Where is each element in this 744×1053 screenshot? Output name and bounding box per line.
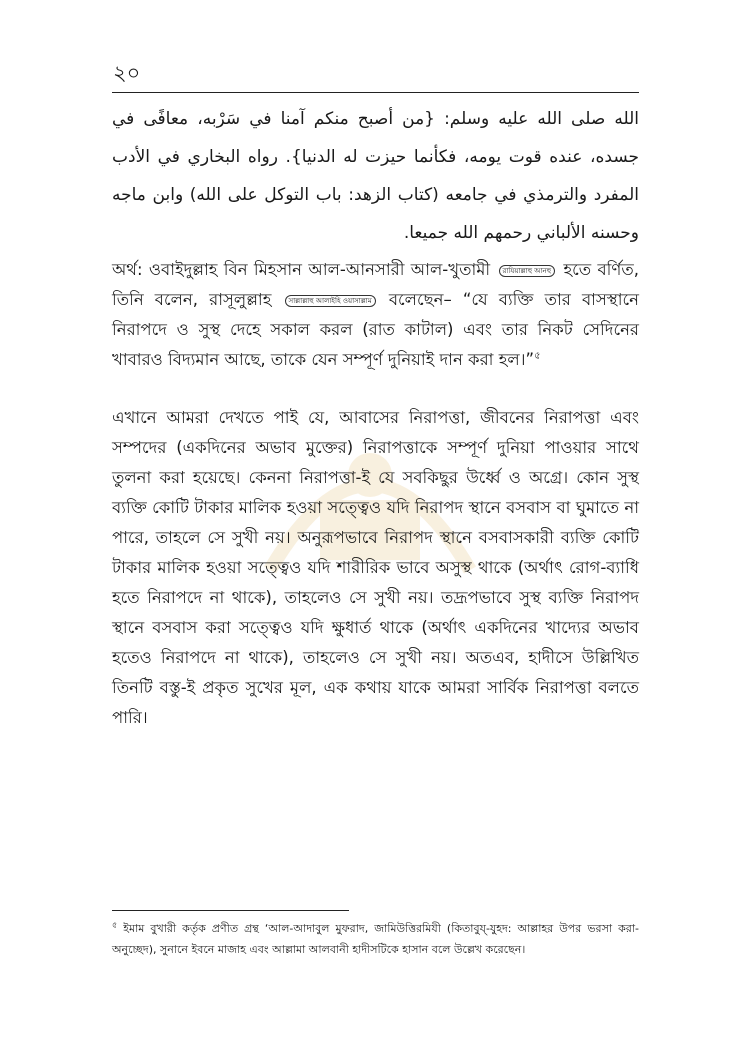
translation-label: অর্থ: — [112, 260, 143, 279]
translation-part-3: বলেছেন– “যে ব্যক্তি তার বাসস্থানে নিরাপদে ও সুস্থ দেহে সকাল করল (রাত কাটাল) এবং তার নিকট সেদিনের খাবারও বিদ্যমান আছে, তাকে যেন সম্পূর্ণ দুনিয়াই দান করা হল।” — [112, 290, 639, 369]
translation-part-1: ওবাইদুল্লাহ বিন মিহসান আল-আনসারী আল-খুতামী — [148, 260, 491, 279]
honorific-companion-icon: রাযিয়াল্লাহু আনহু — [499, 265, 556, 277]
footnote-mark: ৫ — [112, 920, 118, 930]
footnote-text: ইমাম বুখারী কর্তৃক প্রণীত গ্রন্থ ‘আল-আদাবুল মুফরাদ, জামিউত্তিরমিযী (কিতাবুয্-যুহদ: আল্লাহর উপর ভরসা করা- অনুচ্ছেদ), সুনানে ইবনে মাজাহ এবং আল্লামা আলবানী হাদীসটিকে হাসান বলে উল্লেখ করেছেন। — [112, 922, 639, 956]
translation-paragraph — [112, 255, 639, 375]
honorific-prophet-icon: সাল্লাল্লাহু আলাইহি ওয়াসাল্লাম — [285, 295, 376, 307]
header-divider — [112, 92, 639, 93]
footnote-reference[interactable]: ৫ — [534, 350, 541, 362]
arabic-hadith-text: الله صلى الله عليه وسلم: {من أصبح منكم آمنا في سَرْبه، معافًى في جسده، عنده قوت يومه، فكأنما حيزت له الدنيا}. رواه البخاري في الأدب المفرد والترمذي في جامعه (كتاب الزهد: باب التوكل على الله) وابن ماجه وحسنه الألباني رحمهم الله جميعا. — [112, 109, 639, 243]
page-number: ২০ — [113, 61, 141, 85]
footnote-divider — [112, 910, 349, 911]
footnote — [112, 918, 639, 960]
explanation-paragraph: এখানে আমরা দেখতে পাই যে, আবাসের নিরাপত্তা, জীবনের নিরাপত্তা এবং সম্পদের (একদিনের অভাব মুক্তের) নিরাপত্তাকে সম্পূর্ণ দুনিয়া পাওয়ার সাথে তুলনা করা হয়েছে। কেননা নিরাপত্তা-ই যে সবকিছুর উর্ধ্বে ও অগ্রে। কোন সুস্থ ব্যক্তি কোটি টাকার মালিক হওয়া সত্ত্বেও যদি নিরাপদ স্থানে বসবাস বা ঘুমাতে না পারে, তাহলে সে সুখী নয়। অনুরূপভাবে নিরাপদ স্থানে বসবাসকারী ব্যক্তি কোটি টাকার মালিক হওয়া সত্ত্বেও যদি শারীরিক ভাবে অসুস্থ থাকে (অর্থাৎ রোগ-ব্যাধি হতে নিরাপদে না থাকে), তাহলেও সে সুখী নয়। তদ্রূপভাবে সুস্থ ব্যক্তি নিরাপদ স্থানে বসবাস করা সত্ত্বেও যদি ক্ষুধার্ত থাকে (অর্থাৎ একদিনের খাদ্যের অভাব হতেও নিরাপদে না থাকে), তাহলেও সে সুখী নয়। অতএব, হাদীসে উল্লিখিত তিনটি বস্তু-ই প্রকৃত সুখের মূল, এক কথায় যাকে আমরা সার্বিক নিরাপত্তা বলতে পারি। — [112, 408, 639, 727]
translation-part-2: হতে বর্ণিত, তিনি বলেন, রাসূলুল্লাহ — [112, 260, 640, 309]
